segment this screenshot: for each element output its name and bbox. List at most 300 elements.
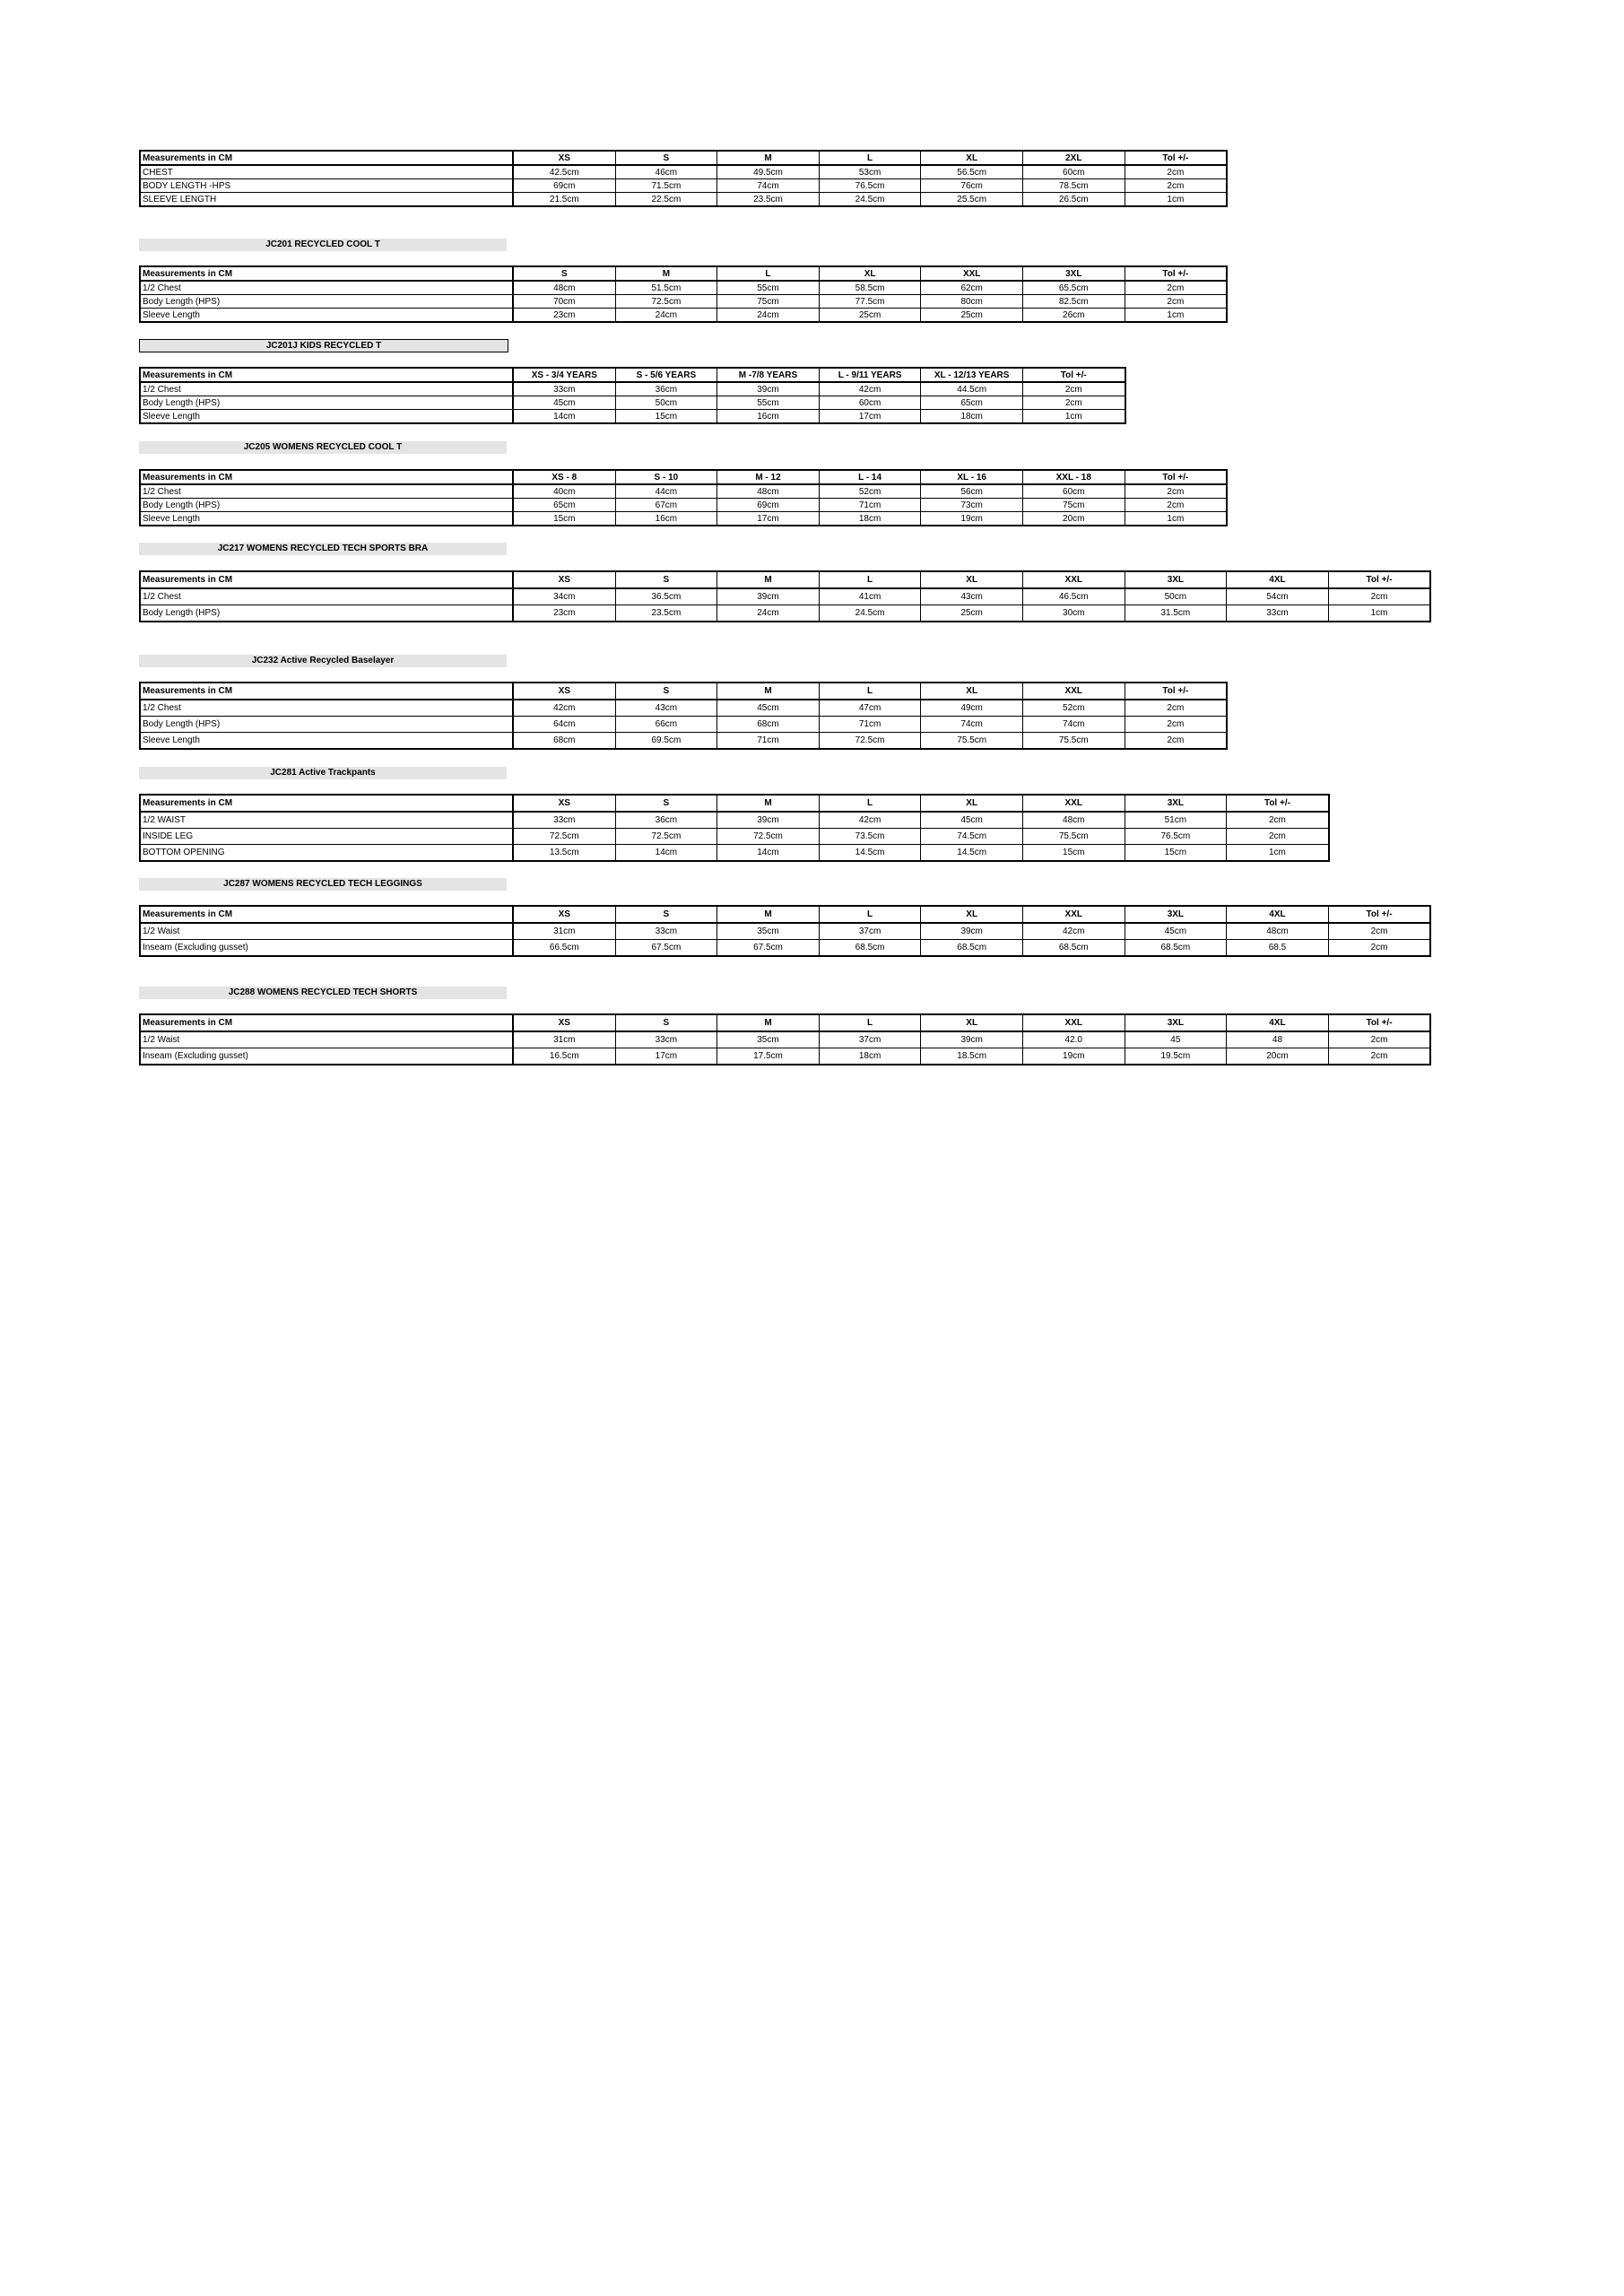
table-row (140, 295, 1227, 309)
header-label: Measurements in CM (140, 683, 513, 700)
measurement-cell: 2cm (1328, 940, 1430, 957)
measurement-cell: 2cm (1022, 382, 1125, 396)
header-size: M (615, 266, 717, 281)
table-row (140, 812, 1329, 829)
measurement-cell: 60cm (819, 396, 921, 410)
table-row (140, 700, 1227, 717)
measurement-cell: 17cm (615, 1048, 717, 1065)
measurement-cell: 20cm (1227, 1048, 1329, 1065)
size-table (139, 150, 1228, 207)
measurement-cell: 52cm (819, 484, 921, 499)
measurement-cell: 39cm (717, 382, 820, 396)
measurement-cell: 31cm (513, 1031, 615, 1048)
measurement-cell: 65cm (921, 396, 1023, 410)
size-table (139, 682, 1228, 750)
measurement-cell: 58.5cm (819, 281, 921, 295)
table-title: JC287 WOMENS RECYCLED TECH LEGGINGS (139, 878, 507, 891)
header-size: L (717, 266, 820, 281)
measurement-cell: 66.5cm (513, 940, 615, 957)
header-size: XXL (1022, 906, 1125, 923)
measurement-cell: 2cm (1125, 295, 1227, 309)
header-label: Measurements in CM (140, 368, 513, 382)
header-size: 3XL (1125, 571, 1227, 588)
measurement-cell: 42.0 (1022, 1031, 1125, 1048)
measurement-cell: 43cm (615, 700, 717, 717)
header-size: 4XL (1227, 571, 1329, 588)
table-title: JC232 Active Recycled Baselayer (139, 655, 507, 667)
header-size: M (717, 683, 820, 700)
measurement-cell: 1cm (1125, 193, 1227, 207)
measurement-cell: 33cm (513, 812, 615, 829)
measurement-cell: 24cm (717, 309, 820, 323)
measurement-cell: 82.5cm (1022, 295, 1125, 309)
measurement-cell: 16cm (717, 410, 820, 424)
measurement-cell: 74cm (717, 179, 820, 193)
header-size: M (717, 1014, 820, 1031)
measurement-cell: 1cm (1328, 605, 1430, 622)
header-label: Measurements in CM (140, 1014, 513, 1031)
measurement-cell: 50cm (1125, 588, 1227, 605)
measurement-cell: 71cm (819, 499, 921, 512)
header-size: XL (921, 795, 1023, 812)
header-size: S - 10 (615, 470, 717, 484)
measurement-cell: 42cm (819, 382, 921, 396)
table-title: JC205 WOMENS RECYCLED COOL T (139, 441, 507, 454)
measurement-cell: 68.5cm (921, 940, 1023, 957)
measurement-cell: 2cm (1328, 1031, 1430, 1048)
measurement-cell: 18cm (921, 410, 1023, 424)
measurement-cell: 35cm (717, 923, 820, 940)
measurement-cell: 52cm (1022, 700, 1125, 717)
row-label: Inseam (Excluding gusset) (140, 1048, 513, 1065)
measurement-cell: 2cm (1125, 733, 1227, 750)
header-size: 4XL (1227, 1014, 1329, 1031)
measurement-cell: 2cm (1227, 812, 1329, 829)
measurement-cell: 25cm (921, 605, 1023, 622)
measurement-cell: 39cm (921, 923, 1023, 940)
measurement-cell: 48cm (1022, 812, 1125, 829)
header-size: L - 14 (819, 470, 921, 484)
size-table (139, 570, 1431, 622)
table-title: JC201J KIDS RECYCLED T (139, 339, 508, 352)
header-size: Tol +/- (1022, 368, 1125, 382)
measurement-cell: 48cm (513, 281, 615, 295)
measurement-cell: 15cm (513, 512, 615, 526)
measurement-cell: 16cm (615, 512, 717, 526)
measurement-cell: 71cm (819, 717, 921, 733)
measurement-cell: 75.5cm (1022, 733, 1125, 750)
row-label: Sleeve Length (140, 512, 513, 526)
measurement-cell: 2cm (1125, 281, 1227, 295)
measurement-cell: 71.5cm (615, 179, 717, 193)
header-size: XS - 8 (513, 470, 615, 484)
header-size: S (615, 1014, 717, 1031)
row-label: Body Length (HPS) (140, 499, 513, 512)
measurement-cell: 2cm (1328, 923, 1430, 940)
header-size: XS - 3/4 YEARS (513, 368, 615, 382)
measurement-cell: 14.5cm (921, 845, 1023, 862)
measurement-cell: 14cm (717, 845, 820, 862)
measurement-cell: 2cm (1328, 588, 1430, 605)
header-size: XS (513, 151, 615, 165)
measurement-cell: 75.5cm (921, 733, 1023, 750)
measurement-cell: 46cm (615, 165, 717, 179)
measurement-cell: 36.5cm (615, 588, 717, 605)
measurement-cell: 45cm (513, 396, 615, 410)
measurement-cell: 64cm (513, 717, 615, 733)
header-size: Tol +/- (1328, 906, 1430, 923)
measurement-cell: 65cm (513, 499, 615, 512)
table-header-row (140, 1014, 1430, 1031)
measurement-cell: 49cm (921, 700, 1023, 717)
header-size: XXL - 18 (1022, 470, 1125, 484)
table-title: JC281 Active Trackpants (139, 767, 507, 779)
table-row (140, 484, 1227, 499)
measurement-cell: 22.5cm (615, 193, 717, 207)
row-label: INSIDE LEG (140, 829, 513, 845)
header-size: Tol +/- (1227, 795, 1329, 812)
header-size: Tol +/- (1125, 470, 1227, 484)
measurement-cell: 19cm (921, 512, 1023, 526)
row-label: Sleeve Length (140, 733, 513, 750)
table-row (140, 940, 1430, 957)
measurement-cell: 77.5cm (819, 295, 921, 309)
header-size: S (615, 151, 717, 165)
measurement-cell: 23cm (513, 605, 615, 622)
table-row (140, 733, 1227, 750)
header-size: XL - 16 (921, 470, 1023, 484)
table-row (140, 717, 1227, 733)
size-table (139, 905, 1431, 957)
table-row (140, 605, 1430, 622)
table-row (140, 829, 1329, 845)
measurement-cell: 74.5cm (921, 829, 1023, 845)
header-size: XL (921, 1014, 1023, 1031)
header-size: M (717, 151, 820, 165)
header-size: XL (819, 266, 921, 281)
measurement-cell: 74cm (1022, 717, 1125, 733)
table-row (140, 382, 1125, 396)
measurement-cell: 17.5cm (717, 1048, 820, 1065)
measurement-cell: 45 (1125, 1031, 1227, 1048)
measurement-cell: 46.5cm (1022, 588, 1125, 605)
header-size: Tol +/- (1328, 1014, 1430, 1031)
measurement-cell: 72.5cm (615, 829, 717, 845)
header-label: Measurements in CM (140, 266, 513, 281)
header-label: Measurements in CM (140, 571, 513, 588)
measurement-cell: 74cm (921, 717, 1023, 733)
measurement-cell: 70cm (513, 295, 615, 309)
header-size: XXL (1022, 571, 1125, 588)
header-size: XL (921, 906, 1023, 923)
measurement-cell: 18.5cm (921, 1048, 1023, 1065)
measurement-cell: 36cm (615, 382, 717, 396)
header-size: M - 12 (717, 470, 820, 484)
table-row (140, 165, 1227, 179)
header-size: 3XL (1125, 906, 1227, 923)
header-size: 4XL (1227, 906, 1329, 923)
header-size: 3XL (1022, 266, 1125, 281)
measurement-cell: 41cm (819, 588, 921, 605)
measurement-cell: 78.5cm (1022, 179, 1125, 193)
measurement-cell: 37cm (819, 1031, 921, 1048)
row-label: 1/2 Chest (140, 588, 513, 605)
size-table (139, 794, 1330, 862)
measurement-cell: 17cm (717, 512, 820, 526)
measurement-cell: 17cm (819, 410, 921, 424)
header-size: S (615, 906, 717, 923)
measurement-cell: 34cm (513, 588, 615, 605)
measurement-cell: 62cm (921, 281, 1023, 295)
table-row (140, 396, 1125, 410)
header-size: XL - 12/13 YEARS (921, 368, 1023, 382)
measurement-cell: 75.5cm (1022, 829, 1125, 845)
measurement-cell: 67cm (615, 499, 717, 512)
row-label: 1/2 Chest (140, 281, 513, 295)
header-size: XS (513, 795, 615, 812)
table-header-row (140, 151, 1227, 165)
header-size: S (615, 571, 717, 588)
table-row (140, 845, 1329, 862)
table-row (140, 512, 1227, 526)
measurement-cell: 2cm (1227, 829, 1329, 845)
table-header-row (140, 368, 1125, 382)
measurement-cell: 68cm (513, 733, 615, 750)
row-label: 1/2 Chest (140, 382, 513, 396)
table-title: JC201 RECYCLED COOL T (139, 239, 507, 251)
header-label: Measurements in CM (140, 795, 513, 812)
measurement-cell: 80cm (921, 295, 1023, 309)
header-size: L (819, 683, 921, 700)
measurement-cell: 33cm (615, 923, 717, 940)
table-header-row (140, 683, 1227, 700)
measurement-cell: 48 (1227, 1031, 1329, 1048)
header-size: L (819, 795, 921, 812)
size-table (139, 469, 1228, 526)
measurement-cell: 42cm (513, 700, 615, 717)
header-size: M (717, 571, 820, 588)
measurement-cell: 75cm (1022, 499, 1125, 512)
measurement-cell: 20cm (1022, 512, 1125, 526)
table-row (140, 923, 1430, 940)
measurement-cell: 1cm (1022, 410, 1125, 424)
measurement-cell: 67.5cm (717, 940, 820, 957)
measurement-cell: 37cm (819, 923, 921, 940)
header-size: XXL (921, 266, 1023, 281)
measurement-cell: 68cm (717, 717, 820, 733)
measurement-cell: 39cm (921, 1031, 1023, 1048)
table-row (140, 179, 1227, 193)
measurement-cell: 40cm (513, 484, 615, 499)
measurement-cell: 2cm (1125, 700, 1227, 717)
size-table (139, 265, 1228, 323)
row-label: Body Length (HPS) (140, 717, 513, 733)
measurement-cell: 2cm (1328, 1048, 1430, 1065)
row-label: Body Length (HPS) (140, 605, 513, 622)
size-table (139, 367, 1126, 424)
measurement-cell: 23.5cm (615, 605, 717, 622)
row-label: 1/2 Waist (140, 1031, 513, 1048)
table-title: JC217 WOMENS RECYCLED TECH SPORTS BRA (139, 543, 507, 555)
measurement-cell: 69.5cm (615, 733, 717, 750)
header-size: 2XL (1022, 151, 1125, 165)
measurement-cell: 24cm (717, 605, 820, 622)
measurement-cell: 51.5cm (615, 281, 717, 295)
table-row (140, 1048, 1430, 1065)
measurement-cell: 44cm (615, 484, 717, 499)
measurement-cell: 68.5cm (819, 940, 921, 957)
row-label: Inseam (Excluding gusset) (140, 940, 513, 957)
measurement-cell: 42cm (819, 812, 921, 829)
measurement-cell: 2cm (1125, 165, 1227, 179)
measurement-cell: 15cm (1125, 845, 1227, 862)
measurement-cell: 33cm (1227, 605, 1329, 622)
measurement-cell: 71cm (717, 733, 820, 750)
measurement-cell: 49.5cm (717, 165, 820, 179)
row-label: SLEEVE LENGTH (140, 193, 513, 207)
measurement-cell: 72.5cm (819, 733, 921, 750)
header-size: M -7/8 YEARS (717, 368, 820, 382)
row-label: Body Length (HPS) (140, 396, 513, 410)
measurement-cell: 69cm (513, 179, 615, 193)
table-title: JC288 WOMENS RECYCLED TECH SHORTS (139, 987, 507, 999)
row-label: BOTTOM OPENING (140, 845, 513, 862)
header-size: XS (513, 571, 615, 588)
measurement-cell: 19.5cm (1125, 1048, 1227, 1065)
measurement-cell: 73.5cm (819, 829, 921, 845)
measurement-cell: 44.5cm (921, 382, 1023, 396)
measurement-cell: 14cm (615, 845, 717, 862)
measurement-cell: 69cm (717, 499, 820, 512)
table-row (140, 499, 1227, 512)
measurement-cell: 45cm (921, 812, 1023, 829)
measurement-cell: 39cm (717, 588, 820, 605)
table-header-row (140, 906, 1430, 923)
measurement-cell: 68.5cm (1125, 940, 1227, 957)
measurement-cell: 75cm (717, 295, 820, 309)
header-label: Measurements in CM (140, 151, 513, 165)
header-size: XXL (1022, 683, 1125, 700)
measurement-cell: 67.5cm (615, 940, 717, 957)
table-row (140, 193, 1227, 207)
measurement-cell: 65.5cm (1022, 281, 1125, 295)
measurement-cell: 43cm (921, 588, 1023, 605)
row-label: 1/2 Chest (140, 700, 513, 717)
header-size: S - 5/6 YEARS (615, 368, 717, 382)
measurement-cell: 25cm (921, 309, 1023, 323)
table-row (140, 281, 1227, 295)
measurement-cell: 72.5cm (717, 829, 820, 845)
header-size: XL (921, 683, 1023, 700)
header-label: Measurements in CM (140, 906, 513, 923)
measurement-cell: 15cm (1022, 845, 1125, 862)
table-header-row (140, 266, 1227, 281)
table-row (140, 410, 1125, 424)
measurement-cell: 2cm (1125, 484, 1227, 499)
measurement-cell: 16.5cm (513, 1048, 615, 1065)
header-size: Tol +/- (1328, 571, 1430, 588)
measurement-cell: 33cm (513, 382, 615, 396)
header-size: Tol +/- (1125, 683, 1227, 700)
measurement-cell: 56cm (921, 484, 1023, 499)
row-label: Sleeve Length (140, 309, 513, 323)
header-size: XS (513, 1014, 615, 1031)
row-label: BODY LENGTH -HPS (140, 179, 513, 193)
measurement-cell: 50cm (615, 396, 717, 410)
header-size: 3XL (1125, 795, 1227, 812)
table-header-row (140, 470, 1227, 484)
measurement-cell: 14.5cm (819, 845, 921, 862)
header-size: L - 9/11 YEARS (819, 368, 921, 382)
header-size: XL (921, 571, 1023, 588)
table-row (140, 1031, 1430, 1048)
measurement-cell: 31.5cm (1125, 605, 1227, 622)
measurement-cell: 23cm (513, 309, 615, 323)
header-size: XXL (1022, 1014, 1125, 1031)
measurement-cell: 68.5 (1227, 940, 1329, 957)
measurement-cell: 2cm (1125, 179, 1227, 193)
measurement-cell: 33cm (615, 1031, 717, 1048)
header-size: L (819, 906, 921, 923)
measurement-cell: 15cm (615, 410, 717, 424)
measurement-cell: 2cm (1125, 717, 1227, 733)
table-row (140, 588, 1430, 605)
measurement-cell: 21.5cm (513, 193, 615, 207)
header-size: XL (921, 151, 1023, 165)
measurement-cell: 48cm (717, 484, 820, 499)
measurement-cell: 73cm (921, 499, 1023, 512)
measurement-cell: 45cm (717, 700, 820, 717)
measurement-cell: 18cm (819, 1048, 921, 1065)
measurement-cell: 1cm (1125, 512, 1227, 526)
measurement-cell: 1cm (1227, 845, 1329, 862)
measurement-cell: 19cm (1022, 1048, 1125, 1065)
row-label: Body Length (HPS) (140, 295, 513, 309)
header-size: XS (513, 906, 615, 923)
measurement-cell: 25cm (819, 309, 921, 323)
measurement-cell: 55cm (717, 396, 820, 410)
header-label: Measurements in CM (140, 470, 513, 484)
measurement-cell: 53cm (819, 165, 921, 179)
row-label: CHEST (140, 165, 513, 179)
header-size: S (615, 795, 717, 812)
measurement-cell: 48cm (1227, 923, 1329, 940)
measurement-cell: 1cm (1125, 309, 1227, 323)
measurement-cell: 31cm (513, 923, 615, 940)
measurement-cell: 47cm (819, 700, 921, 717)
measurement-cell: 54cm (1227, 588, 1329, 605)
measurement-cell: 56.5cm (921, 165, 1023, 179)
measurement-cell: 72.5cm (615, 295, 717, 309)
measurement-cell: 76.5cm (1125, 829, 1227, 845)
measurement-cell: 24.5cm (819, 193, 921, 207)
header-size: L (819, 571, 921, 588)
size-table (139, 1013, 1431, 1065)
measurement-cell: 68.5cm (1022, 940, 1125, 957)
measurement-cell: 24.5cm (819, 605, 921, 622)
row-label: 1/2 Waist (140, 923, 513, 940)
measurement-cell: 26cm (1022, 309, 1125, 323)
row-label: 1/2 WAIST (140, 812, 513, 829)
header-size: XS (513, 683, 615, 700)
measurement-cell: 36cm (615, 812, 717, 829)
measurement-cell: 55cm (717, 281, 820, 295)
measurement-cell: 39cm (717, 812, 820, 829)
measurement-cell: 42.5cm (513, 165, 615, 179)
measurement-cell: 25.5cm (921, 193, 1023, 207)
row-label: Sleeve Length (140, 410, 513, 424)
measurement-cell: 60cm (1022, 165, 1125, 179)
